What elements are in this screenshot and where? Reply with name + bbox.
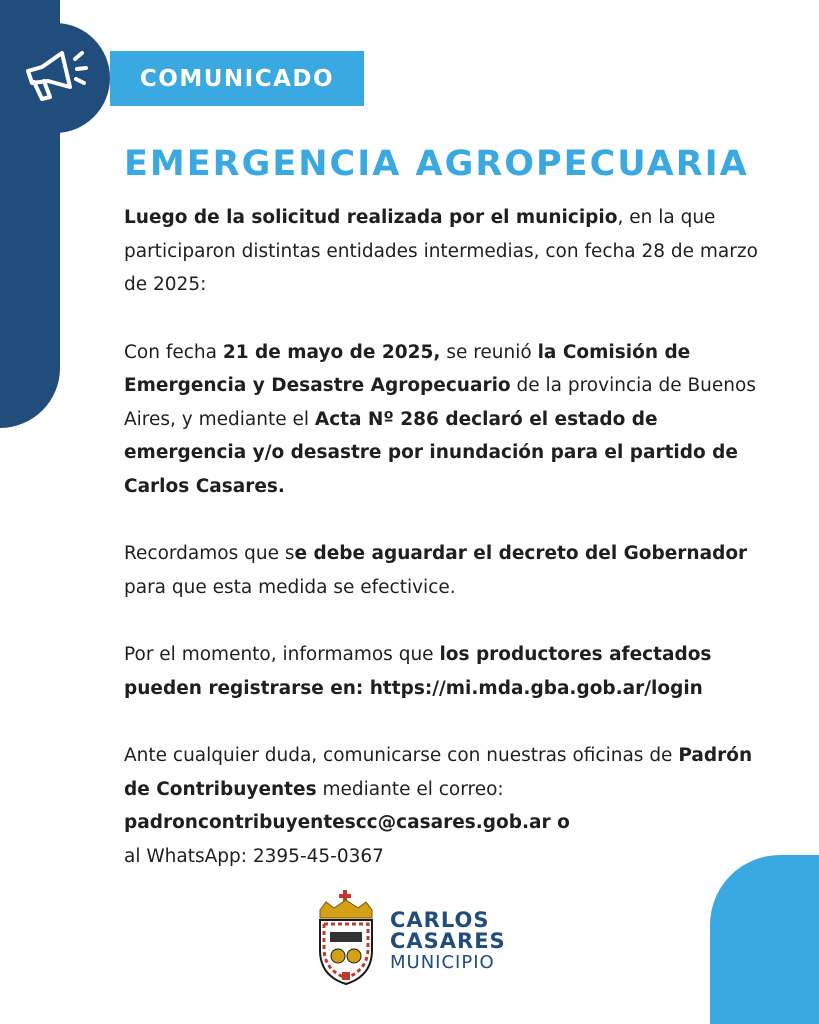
bold-text: Luego de la solicitud realizada por el municipio	[124, 207, 618, 228]
municipality-logo	[312, 888, 512, 988]
contact-whatsapp: al WhatsApp: 2395-45-0367	[124, 845, 384, 867]
registration-link-text: los productores afectados pueden registrarse en: https://mi.mda.gba.gob.ar/login	[124, 644, 712, 699]
bold-text: 21 de mayo de 2025,	[222, 341, 441, 363]
logo-line1: CARLOS	[390, 908, 490, 932]
comunicado-badge: COMUNICADO	[110, 51, 364, 106]
paragraph-decree	[124, 537, 764, 604]
paragraph-commission	[124, 336, 764, 504]
paragraph-contact	[124, 739, 764, 873]
coat-of-arms-icon	[312, 888, 380, 988]
bold-text: Padrón de Contribuyentes	[124, 745, 753, 800]
body-text: Recordamos que s	[124, 543, 295, 564]
body-text: para que esta medida se efectivice.	[124, 576, 456, 598]
body-text: Ante cualquier duda, comunicarse con nuestras oficinas de	[124, 745, 679, 766]
body-text: , en la que participaron distintas entidades intermedias, con fecha 28 de marzo de 2025:	[124, 207, 758, 295]
announcement-body	[124, 201, 764, 907]
bold-text: Acta Nº 286 declaró el estado de emergencia y/o desastre por inundación para el partido de Carlos Casares.	[124, 408, 738, 497]
corner-decoration	[710, 855, 819, 1024]
body-text: Con fecha	[124, 341, 223, 363]
logo-wordmark	[390, 910, 506, 973]
megaphone-badge	[0, 23, 110, 133]
paragraph-registration	[124, 638, 764, 705]
body-text: de la provincia de Buenos Aires, y mediante el	[124, 375, 756, 430]
paragraph-request	[124, 201, 764, 302]
body-text: mediante el correo:	[316, 778, 504, 800]
contact-email: padroncontribuyentescc@casares.gob.ar o	[124, 812, 570, 833]
body-text: se reunió	[440, 341, 538, 363]
page-title: EMERGENCIA AGROPECUARIA	[124, 144, 749, 184]
bold-text: la Comisión de Emergencia y Desastre Agropecuario	[124, 341, 691, 396]
logo-line3: MUNICIPIO	[390, 952, 495, 973]
logo-line2: CASARES	[390, 929, 506, 953]
bold-text: e debe aguardar el decreto del Gobernador	[294, 543, 748, 564]
body-text: Por el momento, informamos que	[124, 644, 440, 665]
megaphone-icon	[20, 47, 90, 107]
